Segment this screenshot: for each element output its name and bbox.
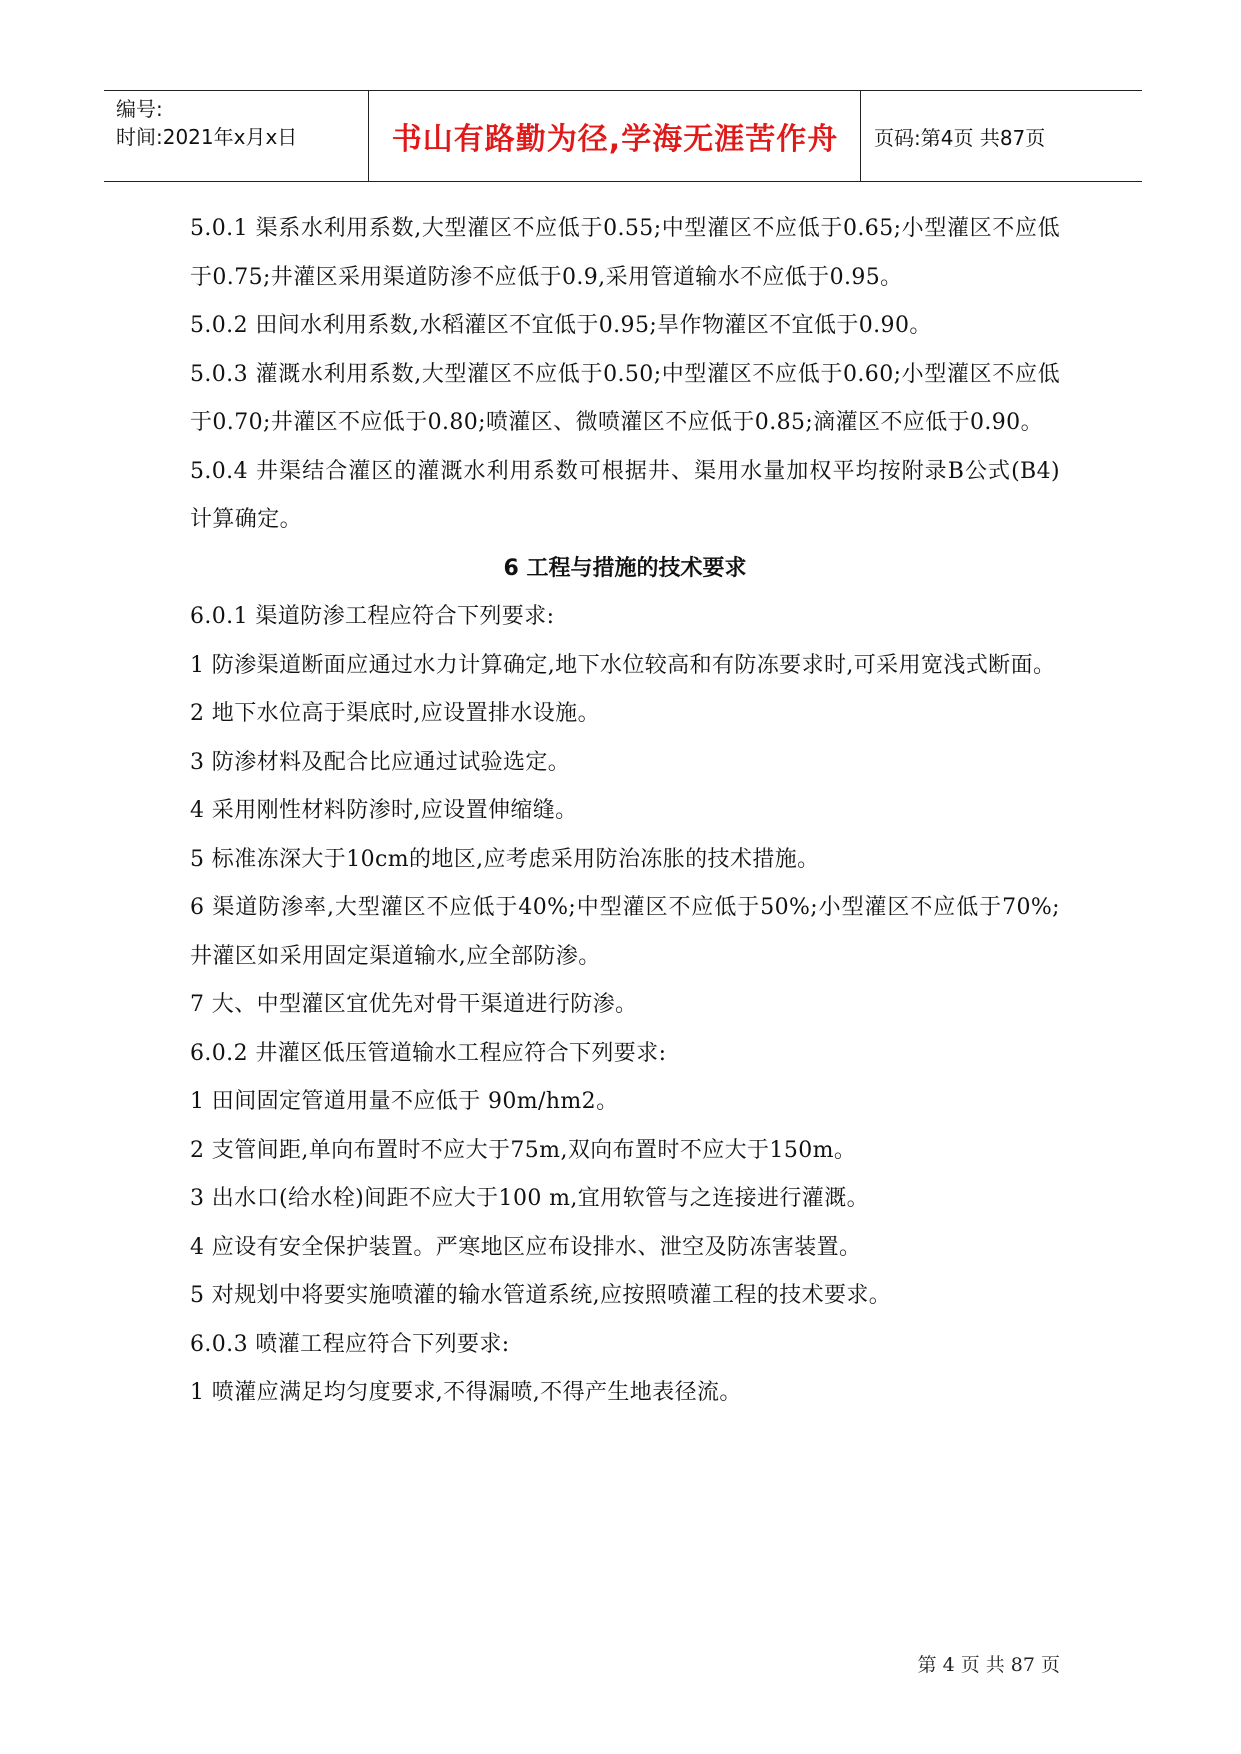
time-label: 时间:2021年x月x日 <box>116 125 298 149</box>
list-item: 4 应设有安全保护装置。严寒地区应布设排水、泄空及防冻害装置。 <box>190 1234 862 1260</box>
list-item: 1 防渗渠道断面应通过水力计算确定,地下水位较高和有防冻要求时,可采用宽浅式断面。 <box>190 652 1056 678</box>
list-item: 5 标准冻深大于10cm的地区,应考虑采用防治冻胀的技术措施。 <box>190 846 820 872</box>
list-item: 2 地下水位高于渠底时,应设置排水设施。 <box>190 701 600 726</box>
list-item: 3 出水口(给水栓)间距不应大于100 m,宜用软管与之连接进行灌溉。 <box>190 1186 869 1211</box>
list-item: 6 渠道防渗率,大型灌区不应低于40%;中型灌区不应低于50%;小型灌区不应低于70%;井灌区如采用固定渠道输水,应全部防渗。 <box>190 895 1060 969</box>
header-info <box>116 95 366 179</box>
header-divider-right <box>860 91 861 181</box>
list-item: 5 对规划中将要实施喷灌的输水管道系统,应按照喷灌工程的技术要求。 <box>190 1283 892 1308</box>
header-divider-left <box>368 91 369 181</box>
paragraph-6-0-3: 6.0.3 喷灌工程应符合下列要求: <box>190 1331 510 1357</box>
list-item: 4 采用刚性材料防渗时,应设置伸缩缝。 <box>190 798 578 823</box>
paragraph-5-0-2: 5.0.2 田间水利用系数,水稻灌区不宜低于0.95;旱作物灌区不宜低于0.90。 <box>190 313 932 338</box>
paragraph-5-0-4: 5.0.4 井渠结合灌区的灌溉水利用系数可根据井、渠用水量加权平均按附录B公式(B4)计算确定。 <box>190 458 1060 532</box>
header-motto: 书山有路勤为径,学海无涯苦作舟 <box>391 122 839 157</box>
list-item: 1 喷灌应满足均匀度要求,不得漏喷,不得产生地表径流。 <box>190 1380 742 1405</box>
document-body <box>190 205 1060 1418</box>
paragraph-6-0-2: 6.0.2 井灌区低压管道输水工程应符合下列要求: <box>190 1040 667 1066</box>
paragraph-6-0-1: 6.0.1 渠道防渗工程应符合下列要求: <box>190 604 555 629</box>
list-item: 1 田间固定管道用量不应低于 90m/hm2。 <box>190 1089 619 1114</box>
paragraph-5-0-1: 5.0.1 渠系水利用系数,大型灌区不应低于0.55;中型灌区不应低于0.65;小型灌区不应低于0.75;井灌区采用渠道防渗不应低于0.9,采用管道输水不应低于0.95。 <box>190 216 1060 290</box>
page-footer: 第 4 页 共 87 页 <box>917 1654 1060 1676</box>
list-item: 7 大、中型灌区宜优先对骨干渠道进行防渗。 <box>190 992 638 1017</box>
document-header <box>104 90 1142 182</box>
list-item: 3 防渗材料及配合比应通过试验选定。 <box>190 749 571 775</box>
header-page-code: 页码:第4页 共87页 <box>874 125 1046 150</box>
paragraph-5-0-3: 5.0.3 灌溉水利用系数,大型灌区不应低于0.50;中型灌区不应低于0.60;小型灌区不应低于0.70;井灌区不应低于0.80;喷灌区、微喷灌区不应低于0.85;滴灌区不应低于0.90。 <box>190 361 1060 435</box>
section-heading: 6 工程与措施的技术要求 <box>503 555 747 581</box>
serial-label: 编号: <box>116 97 163 121</box>
list-item: 2 支管间距,单向布置时不应大于75m,双向布置时不应大于150m。 <box>190 1137 857 1163</box>
